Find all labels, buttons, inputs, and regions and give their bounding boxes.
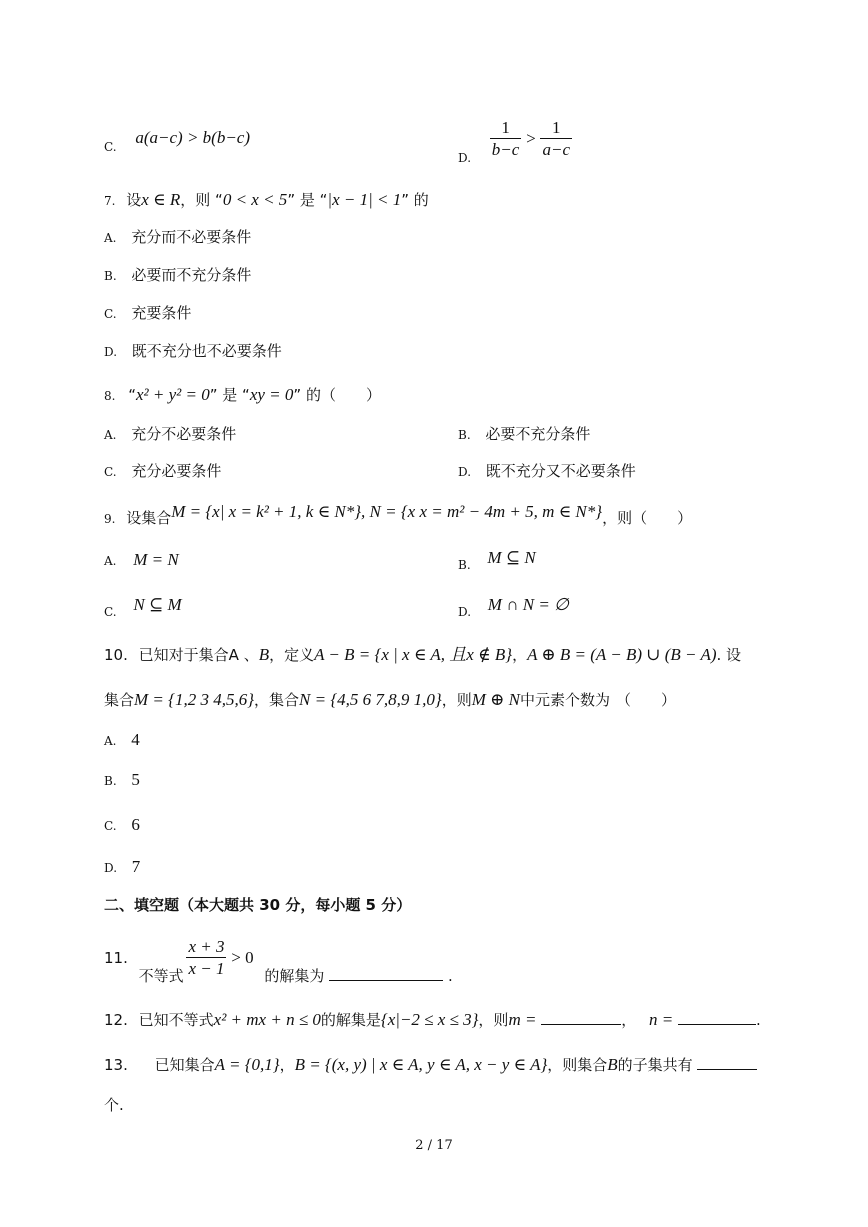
- q10-stem-line1: 10. 已知对于集合A 、B，定义A − B = {x | x ∈ A, 且x ∉ B}，A ⊕ B = (A − B) ∪ (B − A). 设: [104, 645, 742, 664]
- q8-option-c: C. 充分必要条件: [104, 462, 222, 480]
- q6-option-c-label: C.: [104, 140, 117, 154]
- page-number: 2 / 17: [415, 1138, 453, 1153]
- q11-answer-blank[interactable]: [329, 966, 443, 981]
- q9-stem: 9. 设集合M = {x| x = k² + 1, k ∈ N*}, N = {x x = m² − 4m + 5, m ∈ N*}，则（ ）: [104, 502, 693, 527]
- q8-option-a: A. 充分不必要条件: [104, 425, 237, 443]
- q7-option-c: C. 充要条件: [104, 304, 192, 322]
- q9-option-c: $_{C.}$ N ⊆ M: [104, 595, 182, 619]
- q13-stem: 13. 已知集合A = {0,1}，B = {(x, y) | x ∈ A, y ∈ A, x − y ∈ A}，则集合B的子集共有: [104, 1055, 757, 1075]
- q7-option-b: B. 必要而不充分条件: [104, 266, 252, 284]
- q12-n-blank[interactable]: [678, 1010, 756, 1025]
- q8-option-d: D. 既不充分又不必要条件: [458, 462, 636, 480]
- q7-option-d: D. 既不充分也不必要条件: [104, 342, 282, 360]
- q8-option-b: B. 必要不充分条件: [458, 425, 591, 443]
- q6-option-c: [104, 128, 251, 157]
- q6-option-c-expr: a(a−c) > b(b−c): [135, 128, 251, 147]
- q6-option-d-frac1: $\frac{1}{b-c}$: [491, 118, 520, 159]
- q6-option-d-label: D.: [458, 151, 472, 165]
- q9-option-d: $_{D.}$ M ∩ N = ∅: [458, 595, 569, 619]
- q12-stem: 12. 已知不等式x² + mx + n ≤ 0的解集是{x|−2 ≤ x ≤ 3}，则m = ， n = .: [104, 1010, 761, 1029]
- q9-option-b: $_{B.}$ M ⊆ N: [458, 548, 536, 572]
- q10-option-a: A. 4: [104, 730, 140, 749]
- q10-stem-line2: 集合M = {1,2 3 4,5,6}，集合N = {4,5 6 7,8,9 1,0}，则M ⊕ N中元素个数为 （ ）: [104, 690, 676, 709]
- q9-option-a: A. M = N: [104, 550, 179, 569]
- q8-stem: 8. “x² + y² = 0” 是 “xy = 0” 的（ ）: [104, 385, 381, 404]
- q10-option-d: D. 7: [104, 857, 141, 876]
- q6-option-d-frac2: $\frac{1}{a-c}$: [542, 118, 571, 159]
- q12-m-blank[interactable]: [541, 1010, 621, 1025]
- q13-stem-line2: 个.: [104, 1096, 124, 1114]
- q10-option-b: B. 5: [104, 770, 140, 789]
- q7-option-a: A. 充分而不必要条件: [104, 228, 252, 246]
- q10-option-c: C. 6: [104, 815, 140, 834]
- q6-option-d: $_{D.}$ $\frac{1}{b-c}$ > $\frac{1}{a-c}$: [458, 118, 571, 165]
- q11-fraction: $\frac{x + 3}{x - 1}$: [188, 937, 225, 978]
- q13-answer-blank[interactable]: [697, 1055, 757, 1070]
- q11-stem: 11. 不等式 $\frac{x + 3}{x - 1}$ > 0 的解集为 .: [104, 937, 453, 985]
- q7-stem: 7. 设x ∈ R，则 “0 < x < 5” 是 “|x − 1| < 1” 的: [104, 190, 429, 209]
- section-heading: 二、填空题（本大题共 30 分，每小题 5 分）: [104, 896, 412, 914]
